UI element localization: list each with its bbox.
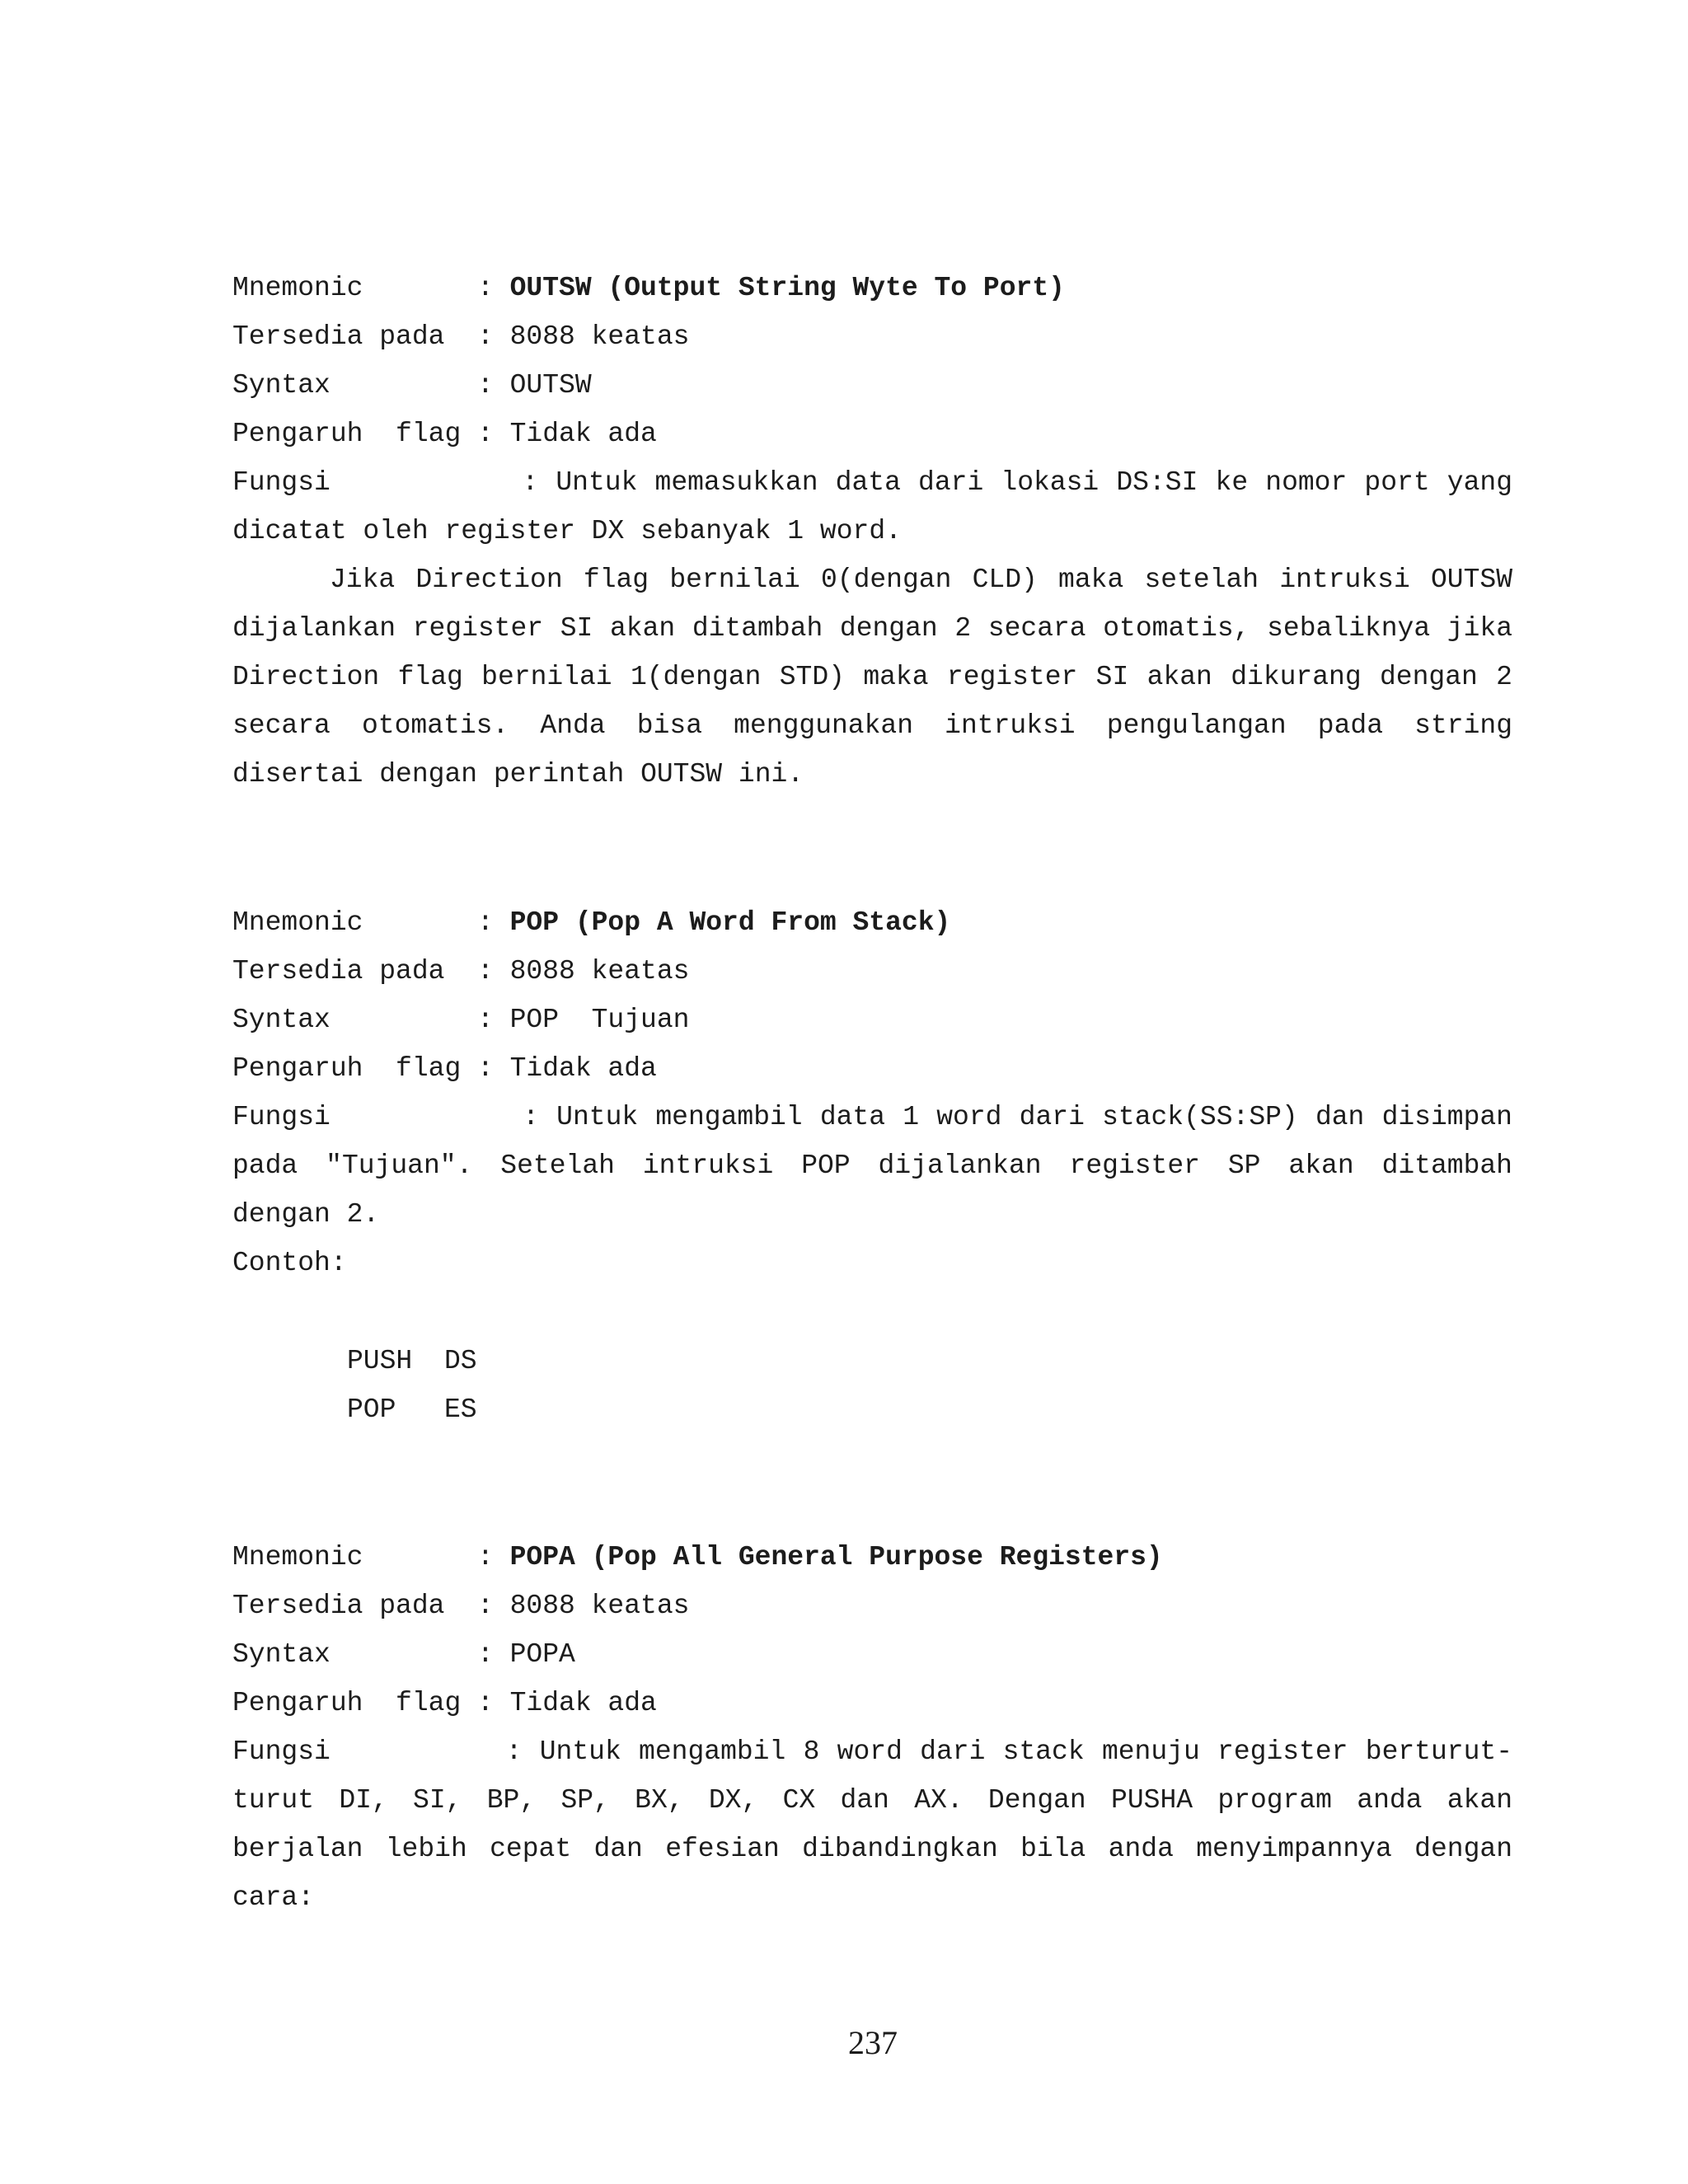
tersedia-row (232, 1590, 689, 1623)
mnemonic-separator: : (477, 907, 510, 938)
mnemonic-row (232, 1541, 1163, 1574)
tersedia-label: Tersedia pada (232, 956, 445, 987)
fungsi-row (232, 1101, 1512, 1134)
page-number: 237 (848, 2024, 898, 2061)
tersedia-value: : 8088 keatas (477, 956, 690, 987)
tersedia-value: : 8088 keatas (477, 321, 690, 352)
fungsi-label: Fungsi (232, 467, 331, 498)
code-op: POP (347, 1394, 396, 1425)
mnemonic-separator: : (477, 1542, 510, 1572)
fungsi-text: : Untuk mengambil data 1 word dari stack(SS:SP) dan disimpan (523, 1102, 1512, 1132)
syntax-label: Syntax (232, 1005, 331, 1035)
fungsi-text-line: dengan 2. (232, 1199, 380, 1230)
fungsi-text-line: turut DI, SI, BP, SP, BX, DX, CX dan AX. Dengan PUSHA program anda akan (232, 1785, 1512, 1816)
tersedia-row (232, 321, 689, 354)
flag-row (232, 418, 657, 451)
tersedia-label: Tersedia pada (232, 321, 445, 352)
flag-label: Pengaruh flag (232, 1053, 462, 1084)
syntax-row (232, 1004, 689, 1037)
fungsi-text-line: dicatat oleh register DX sebanyak 1 word. (232, 516, 902, 546)
paragraph-line: Direction flag bernilai 1(dengan STD) maka register SI akan dikurang dengan 2 (232, 662, 1512, 692)
syntax-row (232, 369, 592, 402)
flag-row (232, 1687, 657, 1720)
flag-label: Pengaruh flag (232, 1688, 462, 1718)
flag-value: : Tidak ada (477, 1688, 657, 1718)
syntax-value: : POP Tujuan (477, 1005, 690, 1035)
mnemonic-label: Mnemonic (232, 273, 363, 303)
mnemonic-label: Mnemonic (232, 1542, 363, 1572)
syntax-label: Syntax (232, 370, 331, 401)
syntax-label: Syntax (232, 1639, 331, 1670)
fungsi-text: : Untuk mengambil 8 word dari stack menuju register berturut- (505, 1736, 1512, 1767)
flag-row (232, 1052, 657, 1085)
fungsi-row (232, 466, 1512, 499)
paragraph-line: dijalankan register SI akan ditambah dengan 2 secara otomatis, sebaliknya jika (232, 613, 1512, 644)
fungsi-row (232, 1736, 1512, 1769)
mnemonic-label: Mnemonic (232, 907, 363, 938)
contoh-label: Contoh: (232, 1248, 347, 1278)
code-arg: DS (444, 1346, 477, 1376)
mnemonic-row (232, 272, 1065, 305)
code-op: PUSH (347, 1346, 413, 1376)
fungsi-text-line: pada "Tujuan". Setelah intruksi POP dijalankan register SP akan ditambah (232, 1151, 1512, 1181)
fungsi-text-line: berjalan lebih cepat dan efesian dibandingkan bila anda menyimpannya dengan (232, 1834, 1512, 1864)
tersedia-row (232, 955, 689, 988)
flag-value: : Tidak ada (477, 419, 657, 449)
code-line (347, 1394, 477, 1427)
mnemonic-value: OUTSW (Output String Wyte To Port) (509, 273, 1065, 303)
syntax-row (232, 1638, 575, 1671)
fungsi-text: : Untuk memasukkan data dari lokasi DS:SI ke nomor port yang (522, 467, 1512, 498)
tersedia-label: Tersedia pada (232, 1591, 445, 1621)
syntax-value: : POPA (477, 1639, 575, 1670)
code-arg: ES (444, 1394, 477, 1425)
fungsi-label: Fungsi (232, 1736, 331, 1767)
flag-label: Pengaruh flag (232, 419, 462, 449)
paragraph-line: Jika Direction flag bernilai 0(dengan CLD) maka setelah intruksi OUTSW (330, 565, 1512, 595)
mnemonic-row (232, 907, 950, 940)
mnemonic-value: POP (Pop A Word From Stack) (509, 907, 951, 938)
mnemonic-value: POPA (Pop All General Purpose Registers) (509, 1542, 1163, 1572)
fungsi-label: Fungsi (232, 1102, 331, 1132)
mnemonic-separator: : (477, 273, 510, 303)
syntax-value: : OUTSW (477, 370, 592, 401)
tersedia-value: : 8088 keatas (477, 1591, 690, 1621)
fungsi-text-line: cara: (232, 1882, 315, 1913)
paragraph-line: disertai dengan perintah OUTSW ini. (232, 759, 804, 790)
paragraph-line: secara otomatis. Anda bisa menggunakan intruksi pengulangan pada string (232, 710, 1512, 741)
flag-value: : Tidak ada (477, 1053, 657, 1084)
code-line (347, 1345, 477, 1378)
